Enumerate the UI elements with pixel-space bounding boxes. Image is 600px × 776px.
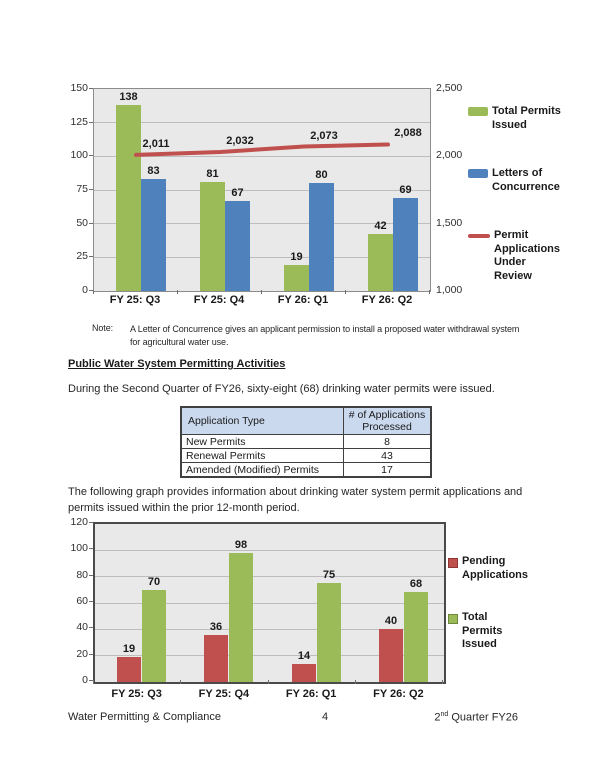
note-label: Note: [92,323,114,333]
footer-page-number: 4 [321,711,329,723]
legend-label [492,167,560,194]
x-axis-category-label: FY 25: Q4 [198,688,250,700]
table-cell-applications-processed: 17 [344,463,432,478]
legend-label [462,611,502,652]
legend-swatch-letters-of-concurrence [468,169,488,178]
bar-value-label: 70 [147,576,161,588]
right-axis-tick-label: 1,500 [436,216,463,229]
bar-value-label: 68 [409,578,423,590]
bar-total-permits-issued [142,590,166,682]
legend-label-line: Pending [462,555,506,567]
bar-pending-applications [379,629,403,682]
bar-value-label: 19 [290,251,303,263]
table-cell-application-type: New Permits [181,435,344,449]
bar-total-permits-issued [404,592,428,682]
bar-value-label: 14 [297,650,311,662]
y-axis-tick-label: 125 [70,115,88,128]
legend-label-line: Issued [462,638,497,650]
bar-value-label: 75 [322,569,336,581]
line-permit-applications-under-review [94,89,430,291]
legend-label-line: Applications [494,242,561,255]
legend-label-line: Issued [492,118,527,131]
legend-swatch-total-permits-issued [468,107,488,116]
table-row [181,463,431,478]
y-axis-tick-label: 80 [76,568,88,581]
x-axis-category-label: FY 26: Q1 [277,294,329,306]
x-axis-tick [180,680,181,684]
bar-value-label: 80 [315,169,328,181]
legend-item-total-permits-issued [468,105,561,132]
legend-item-permit-applications-under-review [468,229,560,283]
x-axis-category-label: FY 26: Q2 [373,688,424,700]
legend-item-total-permits-issued [448,611,502,652]
applications-table [180,406,432,478]
y-axis-tick-label: 20 [76,647,88,660]
gridline [95,550,444,551]
y-axis-tick-label: 100 [70,542,88,555]
table-cell-application-type: Renewal Permits [181,449,344,463]
legend-label-line: Applications [462,568,529,581]
x-axis-category-label: FY 25: Q3 [111,688,162,700]
bar-total-permits-issued [317,583,341,682]
bar-value-label: 81 [206,168,219,180]
line-value-label: 2,032 [226,135,254,148]
section-heading: Public Water System Permitting Activities [68,358,286,370]
table-header-application-type: Application Type [181,407,344,435]
right-axis-tick-label: 2,000 [436,149,463,162]
legend-label-line: Letters of [492,167,543,179]
paragraph-graph-intro: The following graph provides information about drinking water system permit applications and permits issued within the prior 12-month period. [68,486,523,514]
note-text-line: for agricultural water use. [130,337,229,347]
footer-document-title: Water Permitting & Compliance [68,711,222,723]
y-axis-tick-label: 120 [70,516,88,528]
legend-label-line: Permits [462,624,503,637]
bar-pending-applications [204,635,228,682]
line-value-label: 2,073 [310,129,338,142]
x-axis-tick [355,680,356,684]
y-axis-tick-label: 0 [82,284,88,296]
legend-label-line: Review [494,269,532,282]
x-axis-category-label: FY 26: Q2 [361,294,413,306]
legend-label-line: Total Permits [492,105,561,117]
bar-value-label: 36 [209,621,223,633]
bar-value-label: 83 [147,165,160,177]
paragraph-permits-issued: During the Second Quarter of FY26, sixty-eight (68) drinking water permits were issued. [68,383,495,395]
x-axis-category-label: FY 25: Q4 [193,294,245,306]
y-axis-tick-label: 40 [76,621,88,634]
legend-label-line: Permit [494,229,529,241]
y-axis-tick-label: 75 [76,183,88,195]
right-axis-tick-label: 2,500 [436,82,463,94]
table-row [181,435,431,449]
applications-table-head [181,407,431,435]
y-axis-tick-label: 50 [76,216,88,229]
x-axis-tick [177,290,178,294]
legend-label [494,229,560,283]
y-axis-tick-label: 0 [82,674,88,686]
table-row [181,449,431,463]
legend-item-letters-of-concurrence [468,167,560,194]
x-axis-tick [93,680,94,684]
y-axis-tick-label: 100 [70,149,88,162]
drinking-water-permits-chart [60,515,560,707]
bar-value-label: 98 [234,539,248,551]
chart-note [92,323,519,349]
bar-value-label: 69 [399,184,412,196]
x-axis-tick [429,290,430,294]
x-axis-tick [261,290,262,294]
note-text-line: A Letter of Concurrence gives an applicant permission to install a proposed water withdrawal system [130,324,520,334]
bar-value-label: 40 [384,615,398,627]
y-axis-tick-label: 150 [70,82,88,94]
x-axis-tick [442,680,443,684]
legend-label-line: Total [462,611,488,623]
table-cell-applications-processed: 8 [344,435,432,449]
table-cell-applications-processed: 43 [344,449,432,463]
legend-label-line: Under [494,256,526,268]
y-axis-tick-label: 25 [76,250,88,263]
x-axis-category-label: FY 26: Q1 [285,688,337,700]
bar-value-label: 67 [231,187,244,199]
bar-value-label: 138 [119,91,138,103]
quarterly-permits-chart [63,82,563,313]
y-axis-tick-label: 60 [76,595,88,607]
right-axis-tick-label: 1,000 [436,284,463,296]
legend-swatch-permit-applications-under-review [468,234,490,238]
note-text [130,323,519,349]
x-axis-tick [345,290,346,294]
legend-swatch-pending-applications [448,558,458,568]
table-header-applications-processed: # of Applications Processed [344,407,432,435]
line-value-label: 2,011 [142,137,170,150]
legend-label [462,555,528,582]
legend-item-pending-applications [448,555,528,582]
plot-area [93,522,446,684]
bar-value-label: 19 [122,643,136,655]
footer-quarter-superscript: nd [440,711,449,718]
x-axis-tick [268,680,269,684]
table-header-row [181,407,431,435]
legend-label [492,105,561,132]
legend-label-line: Concurrence [492,180,560,193]
line-value-label: 2,088 [394,127,422,140]
bar-total-permits-issued [229,553,253,682]
bar-value-label: 42 [374,220,387,232]
table-cell-application-type: Amended (Modified) Permits [181,463,344,478]
plot-area [93,88,431,292]
applications-table-body [181,435,431,478]
bar-pending-applications [292,664,316,682]
bar-pending-applications [117,657,141,682]
footer-quarter: 2nd Quarter FY26 [434,711,518,724]
x-axis-tick [93,290,94,294]
legend-swatch-total-permits-issued [448,614,458,624]
x-axis-category-label: FY 25: Q3 [109,294,161,306]
